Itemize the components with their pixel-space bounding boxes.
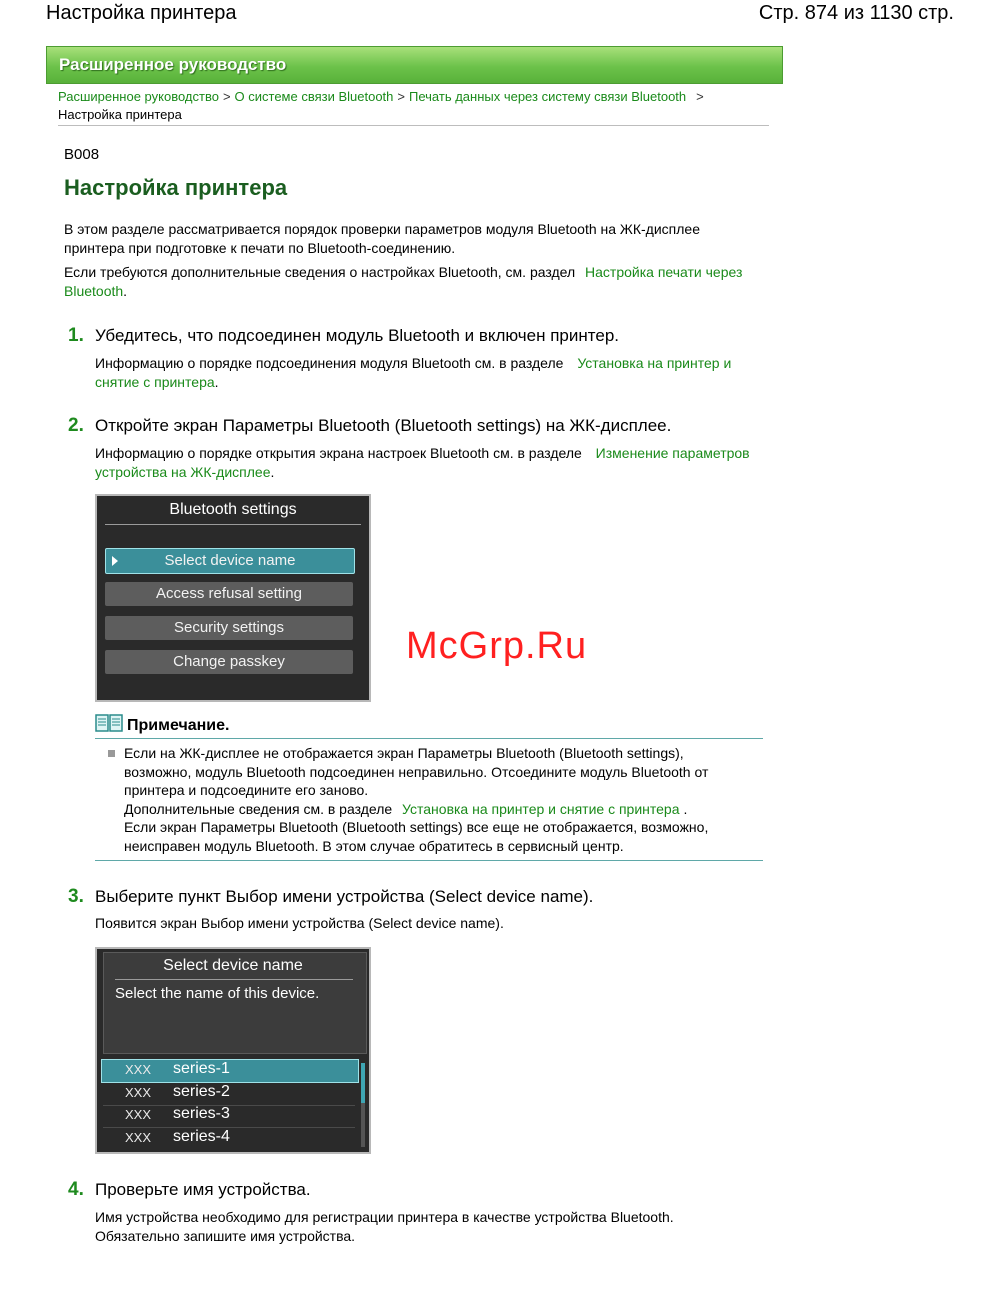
lcd-device-prefix: XXX — [125, 1085, 152, 1100]
lcd-device-name: series-2 — [173, 1083, 230, 1100]
intro-reference — [64, 263, 754, 301]
lcd-menu-item-change-passkey — [105, 650, 353, 674]
lcd-menu-item-security-settings — [105, 616, 353, 640]
intro-paragraph: В этом разделе рассматривается порядок проверки параметров модуля Bluetooth на ЖК-дисплее принтера при подготовке к печати по Bluetooth-соединению. — [64, 221, 700, 256]
selection-arrow-icon — [112, 556, 118, 566]
document-code: B008 — [64, 146, 100, 163]
breadcrumb-link-advanced-guide[interactable]: Расширенное руководство — [58, 89, 219, 104]
breadcrumb-link-bluetooth-about[interactable]: О системе связи Bluetooth — [234, 89, 394, 104]
page-header-title: Настройка принтера — [46, 2, 237, 24]
step-text — [95, 444, 765, 482]
lcd-screen-title: Select device name — [163, 957, 303, 974]
lcd-device-prefix: XXX — [125, 1107, 152, 1122]
note-line-2-text: Дополнительные сведения см. в разделе — [124, 800, 393, 817]
breadcrumb-separator: > — [222, 89, 231, 104]
step-text-end: . — [214, 374, 219, 390]
note-body — [124, 744, 754, 855]
step-text: Имя устройства необходимо для регистрации принтера в качестве устройства Bluetooth. Обязательно запишите имя устройства. — [95, 1209, 674, 1244]
step-text-end: . — [270, 464, 275, 480]
step-number: 3. — [68, 886, 84, 907]
lcd-title-divider — [115, 979, 353, 980]
banner-title: Расширенное руководство — [59, 55, 287, 74]
note-bullet — [108, 750, 115, 757]
link-install-remove[interactable]: Установка на принтер и снятие с принтера — [95, 355, 732, 390]
note-top-divider — [95, 738, 763, 739]
note-line-2-end: . — [683, 800, 688, 817]
step-text — [95, 354, 765, 392]
lcd-title-divider — [105, 524, 361, 525]
breadcrumb-divider — [58, 125, 769, 126]
breadcrumb-separator: > — [696, 89, 704, 104]
lcd-bluetooth-settings-screenshot — [95, 494, 371, 702]
step-number: 2. — [68, 415, 84, 436]
lcd-prompt: Select the name of this device. — [115, 985, 320, 1002]
lcd-device-prefix: XXX — [125, 1062, 152, 1077]
lcd-menu-item-label: Select device name — [164, 552, 296, 569]
step-number: 1. — [68, 325, 84, 346]
step-text-body: Информацию о порядке открытия экрана настроек Bluetooth см. в разделе — [95, 445, 582, 461]
link-bluetooth-print-settings[interactable]: Настройка печати через Bluetooth — [64, 264, 743, 299]
note-line-1: Если на ЖК-дисплее не отображается экран Параметры Bluetooth (Bluetooth settings), возможно, модуль Bluetooth подсоединен неправильно. Отсоедините модуль Bluetooth от принтера и подсоедините его заново. — [124, 745, 709, 798]
lcd-device-name: series-1 — [173, 1060, 230, 1077]
step-title: Выберите пункт Выбор имени устройства (Select device name). — [95, 887, 594, 906]
breadcrumb-current: Настройка принтера — [58, 107, 182, 122]
step-title: Откройте экран Параметры Bluetooth (Bluetooth settings) на ЖК-дисплее. — [95, 416, 672, 435]
lcd-device-prefix: XXX — [125, 1130, 152, 1145]
note-book-icon — [95, 713, 123, 738]
step-title: Проверьте имя устройства. — [95, 1180, 311, 1199]
link-install-remove-note[interactable]: Установка на принтер и снятие с принтера — [402, 800, 680, 817]
lcd-screen-title: Bluetooth settings — [169, 501, 297, 518]
lcd-device-name: series-4 — [173, 1128, 230, 1145]
lcd-menu-item-select-device-name — [105, 548, 355, 574]
breadcrumb — [58, 88, 768, 124]
lcd-menu-item-label: Access refusal setting — [156, 585, 302, 602]
intro-reference-text: Если требуются дополнительные сведения о настройках Bluetooth, см. раздел — [64, 264, 576, 280]
page-title: Настройка принтера — [64, 175, 288, 200]
note-bottom-divider — [95, 860, 763, 861]
lcd-menu-item-access-refusal — [105, 582, 353, 606]
section-banner — [46, 46, 783, 84]
lcd-menu-item-label: Change passkey — [173, 653, 285, 670]
page-counter: Стр. 874 из 1130 стр. — [758, 2, 954, 24]
lcd-device-name: series-3 — [173, 1105, 230, 1122]
step-number: 4. — [68, 1179, 84, 1200]
breadcrumb-link-bluetooth-printing[interactable]: Печать данных через систему связи Bluetooth — [409, 89, 687, 104]
lcd-scrollbar — [361, 1063, 365, 1147]
step-text-body: Информацию о порядке подсоединения модуля Bluetooth см. в разделе — [95, 355, 564, 371]
note-heading: Примечание. — [127, 717, 230, 734]
lcd-select-device-name-screenshot — [95, 947, 371, 1154]
breadcrumb-separator: > — [397, 89, 405, 104]
step-text: Появится экран Выбор имени устройства (Select device name). — [95, 915, 504, 931]
note-line-3: Если экран Параметры Bluetooth (Bluetooth settings) все еще не отображается, возможно, неисправен модуль Bluetooth. В этом случае обратитесь в сервисный центр. — [124, 819, 709, 854]
lcd-scrollbar-thumb — [361, 1063, 365, 1103]
lcd-menu-item-label: Security settings — [173, 619, 285, 636]
note-line-2 — [124, 800, 754, 819]
watermark: McGrp.Ru — [406, 625, 588, 667]
intro-reference-end: . — [123, 283, 128, 299]
link-change-device-settings[interactable]: Изменение параметров устройства на ЖК-дисплее — [95, 445, 750, 480]
step-title: Убедитесь, что подсоединен модуль Bluetooth и включен принтер. — [95, 326, 619, 345]
